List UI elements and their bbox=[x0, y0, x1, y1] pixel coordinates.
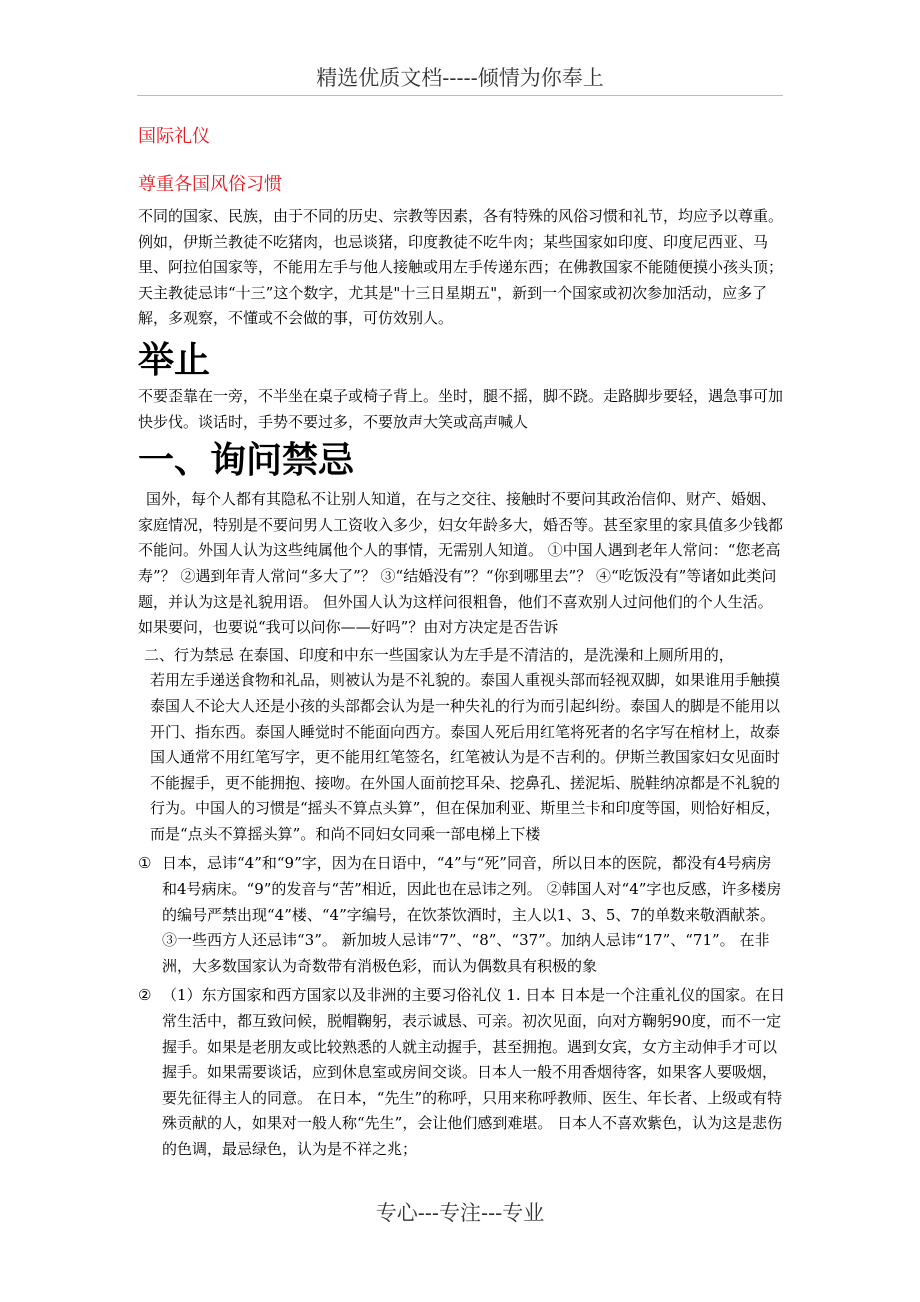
list-item-number: ① bbox=[138, 854, 152, 873]
list-item-text: （1）东方国家和西方国家以及非洲的主要习俗礼仪 1. 日本 日本是一个注重礼仪的国家。在日常生活中，都互致问候，脱帽鞠躬，表示诚恳、可亲。初次见面，向对方鞠躬90度，而不一定握手。如果是老朋友或比较熟悉的人就主动握手，甚至拥抱。遇到女宾，女方主动伸手才可以握手。如果需要谈话，应到休息室或房间交谈。日本人一般不用香烟待客，如果客人要吸烟，要先征得主人的同意。 在日本，“先生”的称呼，只用来称呼教师、医生、年长者、上级或有特殊贡献的人，如果对一般人称“先生”，会让他们感到难堪。 日本人不喜欢紫色，认为这是悲伤的色调，最忌绿色，认为是不祥之兆； bbox=[162, 986, 786, 1158]
section-behavior-taboos bbox=[138, 643, 786, 848]
paragraph-behavior-body: 若用左手递送食物和礼品，则被认为是不礼貌的。泰国人重视头部而轻视双脚，如果谁用手触摸泰国人不论大人还是小孩的头部都会认为是一种失礼的行为而引起纠纷。泰国人的脚是不能用以开门、指东西。泰国人睡觉时不能面向西方。泰国人死后用红笔将死者的名字写在棺材上，故泰国人通常不用红笔写字，更不能用红笔签名，红笔被认为是不吉利的。伊斯兰教国家妇女见面时不能握手，更不能拥抱、接吻。在外国人面前挖耳朵、挖鼻孔、搓泥垢、脱鞋纳凉都是不礼貌的行为。中国人的习惯是“摇头不算点头算”，但在保加利亚、斯里兰卡和印度等国，则恰好相反，而是“点头不算摇头算”。和尚不同妇女同乘一部电梯上下楼 bbox=[150, 671, 781, 843]
heading-international-etiquette: 国际礼仪 bbox=[138, 126, 210, 147]
heading-inquiry-taboos: 一、询问禁忌 bbox=[138, 439, 355, 482]
header-divider bbox=[137, 95, 783, 96]
paragraph-respect-customs: 不同的国家、民族，由于不同的历史、宗教等因素，各有特殊的风俗习惯和礼节，均应予以尊重。例如，伊斯兰教徒不吃猪肉，也忌谈猪，印度教徒不吃牛肉；某些国家如印度、印度尼西亚、马里、阿拉伯国家等，不能用左手与他人接触或用左手传递东西；在佛教国家不能随便摸小孩头顶；天主教徒忌讳“十三”这个数字，尤其是"十三日星期五"，新到一个国家或初次参加活动，应多了解，多观察，不懂或不会做的事，可仿效别人。 bbox=[138, 207, 784, 328]
list-item-number: ② bbox=[138, 986, 152, 1005]
list-item bbox=[138, 983, 786, 1162]
heading-manners: 举止 bbox=[138, 338, 211, 381]
paragraph-behavior-intro: 二、行为禁忌 在泰国、印度和中东一些国家认为左手是不清洁的，是洗澡和上厕所用的， bbox=[144, 645, 734, 664]
page-header: 精选优质文档-----倾情为你奉上 bbox=[316, 66, 604, 90]
list-item-text: 日本，忌讳“4”和“9”字，因为在日语中，“4”与“死”同音，所以日本的医院，都没有4号病房和4号病床。“9”的发音与“苦”相近，因此也在忌讳之列。 ②韩国人对“4”字也反感，许多楼房的编号严禁出现“4”楼、“4”字编号，在饮茶饮酒时，主人以1、3、5、7的单数来敬酒献茶。 ③一些西方人还忌讳“3”。 新加坡人忌讳“7”、“8”、“37”。加纳人忌讳“17”、“71”。 在非洲，大多数国家认为奇数带有消极色彩，而认为偶数具有积极的象 bbox=[162, 854, 782, 975]
list-item bbox=[138, 851, 786, 979]
paragraph-inquiry-taboos: 国外，每个人都有其隐私不让别人知道，在与之交往、接触时不要问其政治信仰、财产、婚姻、家庭情况，特别是不要问男人工资收入多少，妇女年龄多大，婚否等。甚至家里的家具值多少钱都不能问。外国人认为这些纯属他个人的事情，无需别人知道。 ①中国人遇到老年人常问：“您老高寿”？ ②遇到年青人常问“多大了”？ ③“结婚没有”？“你到哪里去”？ ④“吃饭没有”等诸如此类问题，并认为这是礼貌用语。 但外国人认为这样问很粗鲁，他们不喜欢别人过问他们的个人生活。 如果要问，也要说“我可以问你——好吗”？由对方决定是否告诉 bbox=[138, 490, 784, 637]
document-body bbox=[138, 118, 786, 1163]
paragraph-manners: 不要歪靠在一旁，不半坐在桌子或椅子背上。坐时，腿不摇，脚不跷。走路脚步要轻，遇急事可加快步伐。谈话时，手势不要过多，不要放声大笑或高声喊人 bbox=[138, 386, 784, 431]
heading-respect-customs: 尊重各国风俗习惯 bbox=[138, 174, 282, 195]
page-footer: 专心---专注---专业 bbox=[375, 1201, 545, 1225]
